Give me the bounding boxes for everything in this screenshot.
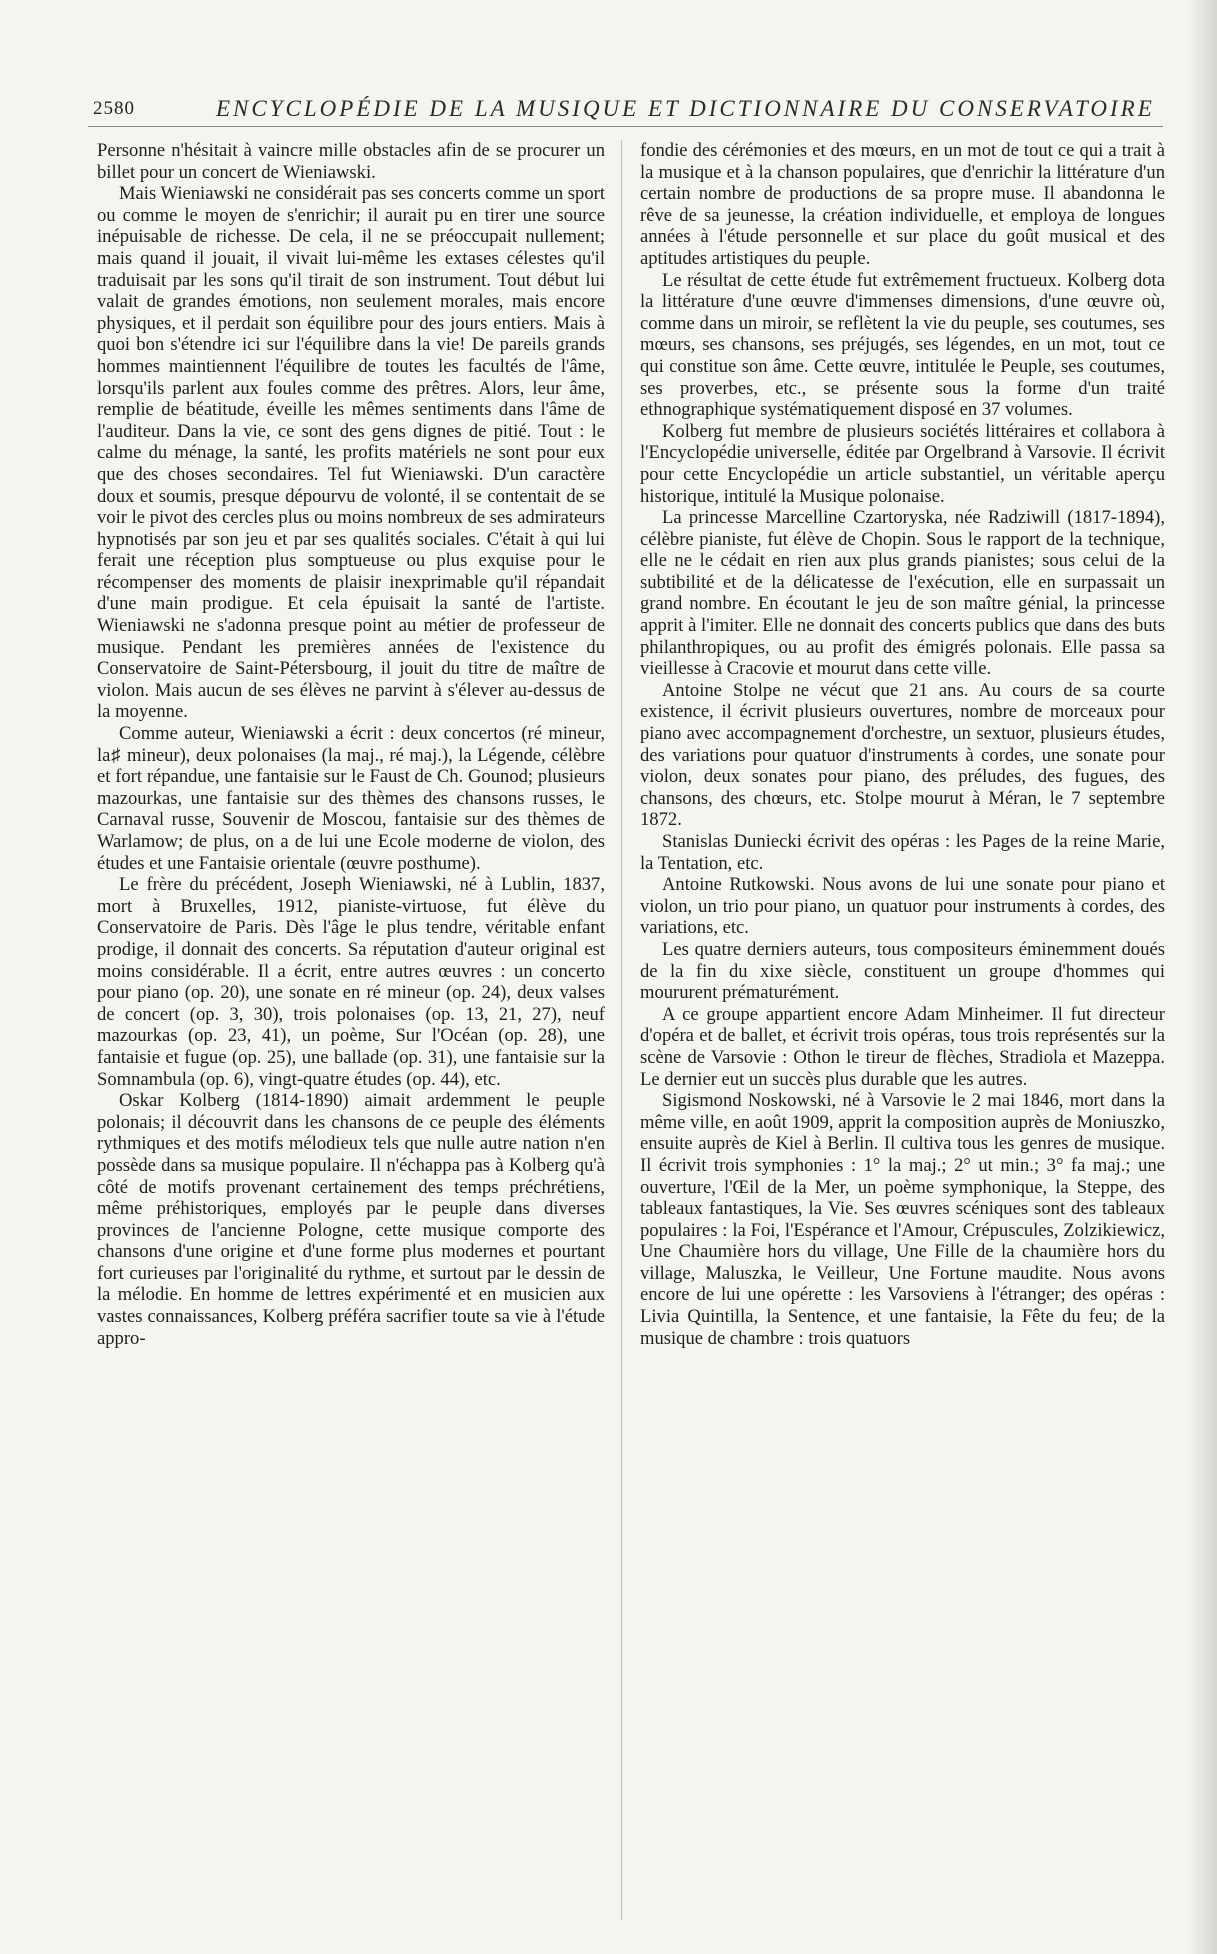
paragraph: Sigismond Noskowski, né à Varsovie le 2 mai 1846, mort dans la même ville, en août 1909, apprit la composition auprès de Moniuszko, ensuite auprès de Kiel à Berlin. Il cultiva tous les genres de musique. Il écrivit trois symphonies : 1° la maj.; 2° ut min.; 3° fa maj.; une ouverture, l'Œil de la Mer, un poème symphonique, la Steppe, des tableaux fantastiques, la Vie. Ses œuvres scéniques sont des tableaux populaires : la Foi, l'Espérance et l'Amour, Crépuscules, Zolzikiewicz, Une Chaumière hors du village, Une Fille de la chaumière hors du village, Maluszka, le Veilleur, Une Fortune maudite. Nous avons encore de lui une opérette : les Varsoviens à l'étranger; des opéras : Livia Quintilla, la Sentence, et une fantaisie, la Fête du feu; de la musique de chambre : trois quatuors: [640, 1090, 1165, 1349]
paragraph: Le résultat de cette étude fut extrêmement fructueux. Kolberg dota la littérature d'une œuvre d'immenses dimensions, d'une œuvre où, comme dans un miroir, se reflètent la vie du peuple, ses coutumes, ses mœurs, ses chansons, ses préjugés, ses légendes, en un mot, tout ce qui constitue son âme. Cette œuvre, intitulée le Peuple, ses coutumes, ses proverbes, etc., se présente sous la forme d'un traité ethnographique systématiquement disposé en 37 volumes.: [640, 269, 1165, 421]
column-divider: [621, 140, 622, 1920]
paragraph: Mais Wieniawski ne considérait pas ses concerts comme un sport ou comme le moyen de s'enrichir; il aurait pu en tirer une source inépuisable de richesse. De cela, il ne se préoccupait nullement; mais quand il jouait, il vivait lui-même les extases célestes qu'il traduisait par les sons qu'il tirait de son instrument. Tout début lui valait de grandes émotions, non seulement morales, mais encore physiques, et il perdait son équilibre pour des jours entiers. Mais à quoi bon s'étendre ici sur l'équilibre dans la vie! De pareils grands hommes maintiennent l'équilibre de toutes les facultés de l'âme, lorsqu'ils parlent aux foules comme des prêtres. Alors, leur âme, remplie de béatitude, éveille les mêmes sentiments dans l'âme de l'auditeur. Dans la vie, ce sont des gens dignes de pitié. Tout : le calme du ménage, la santé, les profits matériels ne sont pour eux que des choses secondaires. Tel fut Wieniawski. D'un caractère doux et soumis, presque dépourvu de volonté, il se contentait de se voir le pivot des cercles plus ou moins nombreux de ses admirateurs hypnotisés par son jeu et par ses qualités sociales. C'était à qui lui ferait une réception plus somptueuse ou plus exquise pour le récompenser des moments de plaisir inexprimable qu'il répandait d'une main prodigue. Et cela épuisait la santé de l'artiste. Wieniawski ne s'adonna presque point au métier de professeur de musique. Pendant les premières années de l'existence du Conservatoire de Saint-Pétersbourg, il jouit du titre de maître de violon. Mais aucun de ses élèves ne parvint à s'élever au-dessus de la moyenne.: [97, 183, 605, 723]
left-column: [97, 140, 605, 1349]
header-rule: [88, 126, 1163, 127]
paragraph: A ce groupe appartient encore Adam Minheimer. Il fut directeur d'opéra et de ballet, et écrivit trois opéras, tous trois représentés sur la scène de Varsovie : Othon le tireur de flèches, Stradiola et Mazeppa. Le dernier eut un succès plus durable que les autres.: [640, 1003, 1165, 1090]
paragraph: Kolberg fut membre de plusieurs sociétés littéraires et collabora à l'Encyclopédie universelle, éditée par Orgelbrand à Varsovie. Il écrivit pour cette Encyclopédie un article substantiel, un véritable aperçu historique, intitulé la Musique polonaise.: [640, 420, 1165, 507]
paragraph: Stanislas Duniecki écrivit des opéras : les Pages de la reine Marie, la Tentation, etc.: [640, 831, 1165, 874]
paragraph: Personne n'hésitait à vaincre mille obstacles afin de se procurer un billet pour un concert de Wieniawski.: [97, 140, 605, 183]
paragraph: La princesse Marcelline Czartoryska, née Radziwill (1817-1894), célèbre pianiste, fut élève de Chopin. Sous le rapport de la technique, elle ne le cédait en rien aux plus grands pianistes; sous celui de la subtibilité et de la délicatesse de l'exécution, elle en surpassait un grand nombre. En écoutant le jeu de son maître génial, la princesse apprit à l'imiter. Elle ne donnait des concerts publics que dans des buts philanthropiques, ou au profit des émigrés polonais. Elle passa sa vieillesse à Cracovie et mourut dans cette ville.: [640, 507, 1165, 680]
paragraph: fondie des cérémonies et des mœurs, en un mot de tout ce qui a trait à la musique et à la chanson populaires, que d'enrichir la littérature d'un certain nombre de productions de sa propre muse. Il abandonna le rêve de sa jeunesse, la création individuelle, et employa de longues années à l'étude personnelle et sur place du goût musical et des aptitudes artistiques du peuple.: [640, 140, 1165, 269]
running-title: ENCYCLOPÉDIE DE LA MUSIQUE ET DICTIONNAIRE DU CONSERVATOIRE: [216, 96, 1155, 121]
right-column: [640, 140, 1165, 1349]
paragraph: Les quatre derniers auteurs, tous compositeurs éminemment doués de la fin du xixe siècle, constituent un groupe d'hommes qui moururent prématurément.: [640, 938, 1165, 1004]
page-number: 2580: [93, 98, 135, 119]
paragraph: Antoine Rutkowski. Nous avons de lui une sonate pour piano et violon, un trio pour piano, un quatuor pour instruments à cordes, des variations, etc.: [640, 874, 1165, 939]
paragraph: Comme auteur, Wieniawski a écrit : deux concertos (ré mineur, la♯ mineur), deux polonaises (la maj., ré maj.), la Légende, célèbre et fort répandue, une fantaisie sur le Faust de Ch. Gounod; plusieurs mazourkas, une fantaisie sur des thèmes des chansons russes, le Carnaval russe, Souvenir de Moscou, fantaisie sur des thèmes de Warlamow; de plus, on a de lui une Ecole moderne de violon, des études et une Fantaisie orientale (œuvre posthume).: [97, 723, 605, 874]
paragraph: Antoine Stolpe ne vécut que 21 ans. Au cours de sa courte existence, il écrivit plusieurs ouvertures, nombre de morceaux pour piano avec accompagnement d'orchestre, un sextuor, plusieurs études, des variations pour quatuor d'instruments à cordes, une sonate pour violon, deux sonates pour piano, des préludes, des fugues, des chansons, des chœurs, etc. Stolpe mourut à Méran, le 7 septembre 1872.: [640, 679, 1165, 831]
paragraph: Oskar Kolberg (1814-1890) aimait ardemment le peuple polonais; il découvrit dans les chansons de ce peuple des éléments rythmiques et des motifs mélodieux tels que nulle autre nation n'en possède dans sa musique populaire. Il n'échappa pas à Kolberg qu'à côté de motifs provenant certainement des temps préchrétiens, même préhistoriques, employés par le peuple dans diverses provinces de l'ancienne Pologne, cette musique comporte des chansons d'une origine et d'une forme plus modernes et pourtant fort curieuses par l'originalité du rythme, et surtout par le dessin de la mélodie. En homme de lettres expérimenté et en musicien aux vastes connaissances, Kolberg préféra sacrifier toute sa vie à l'étude appro-: [97, 1090, 605, 1349]
page-edge-shadow: [1187, 0, 1217, 1954]
paragraph: Le frère du précédent, Joseph Wieniawski, né à Lublin, 1837, mort à Bruxelles, 1912, pianiste-virtuose, fut élève du Conservatoire de Paris. Dès l'âge le plus tendre, véritable enfant prodige, il donnait des concerts. Sa réputation d'auteur original est moins considérable. Il a écrit, entre autres œuvres : un concerto pour piano (op. 20), une sonate en ré mineur (op. 24), deux valses de concert (op. 3, 30), trois polonaises (op. 13, 21, 27), neuf mazourkas (op. 23, 41), un poème, Sur l'Océan (op. 28), une fantaisie et fugue (op. 25), une ballade (op. 31), une fantaisie sur la Somnambula (op. 6), vingt-quatre études (op. 44), etc.: [97, 874, 605, 1090]
